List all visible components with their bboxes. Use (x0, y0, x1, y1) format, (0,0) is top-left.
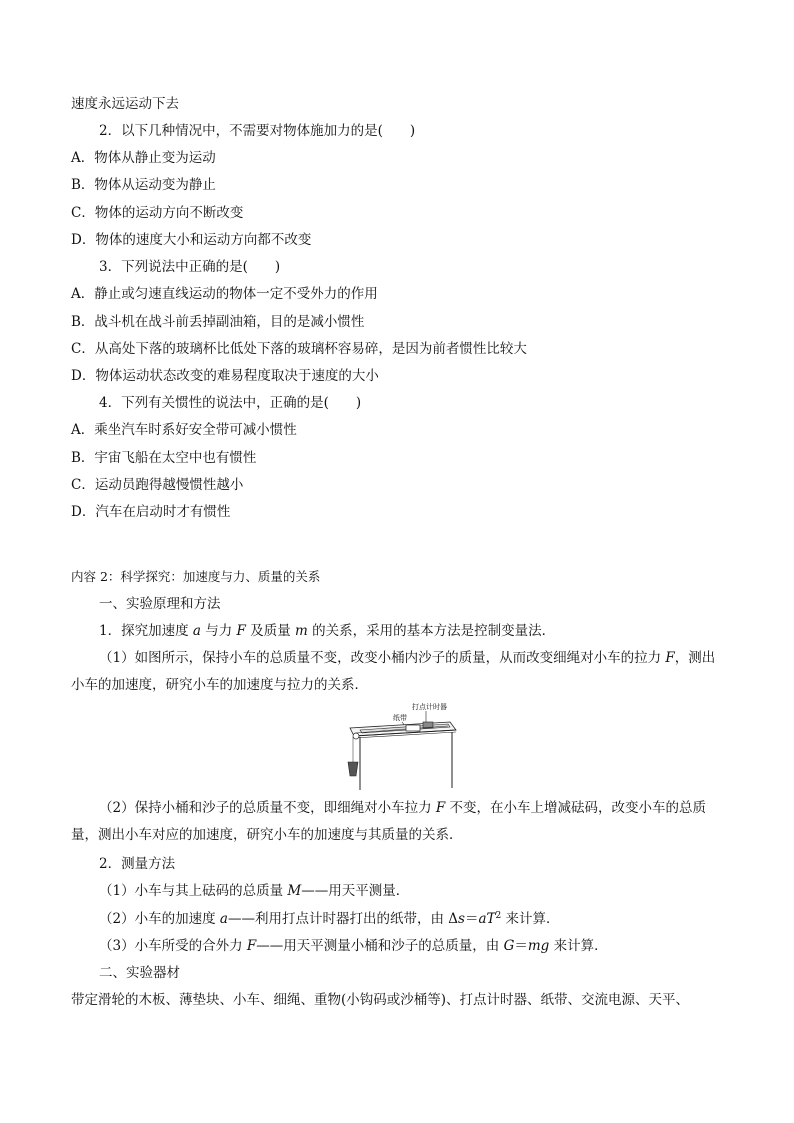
q4-option-b: B．宇宙飞船在太空中也有惯性 (71, 450, 257, 466)
tape-label: 纸带 (393, 714, 407, 722)
q2-stem: 2．以下几种情况中，不需要对物体施加力的是( ) (99, 123, 416, 139)
principle-1-1: （1）如图所示，保持小车的总质量不变，改变小桶内沙子的质量，从而改变细绳对小车的拉力 F，测出小车的加速度，研究小车的加速度与拉力的关系． (71, 650, 716, 693)
q2-option-d: D．物体的速度大小和运动方向都不改变 (71, 232, 312, 248)
materials-list: 带定滑轮的木板、薄垫块、小车、细绳、重物(小钩码或沙桶等)、打点计时器、纸带、交流电源、天平、 (71, 992, 690, 1008)
principle-1-2: （2）保持小桶和沙子的总质量不变，即细绳对小车拉力 F 不变，在小车上增减砝码，改变小车的总质量，测出小车对应的加速度，研究小车的加速度与其质量的关系． (71, 800, 707, 843)
q4-option-d: D．汽车在启动时才有惯性 (71, 504, 231, 520)
q1-tail: 速度永远运动下去 (71, 96, 179, 112)
q4-option-c: C．运动员跑得越慢惯性越小 (71, 477, 244, 493)
part2-title: 2．测量方法 (99, 856, 176, 872)
principle-1: 1．探究加速度 a 与力 F 及质量 m 的关系，采用的基本方法是控制变量法． (99, 623, 556, 639)
q4-option-a: A．乘坐汽车时系好安全带可减小惯性 (71, 422, 297, 438)
q2-option-a: A．物体从静止变为运动 (71, 150, 216, 166)
q2-option-b: B．物体从运动变为静止 (71, 177, 216, 193)
q3-option-d: D．物体运动状态改变的难易程度取决于速度的大小 (71, 368, 379, 384)
part3-title: 二、实验器材 (99, 965, 180, 981)
experiment-figure (330, 700, 460, 792)
q4-stem: 4．下列有关惯性的说法中，正确的是( ) (99, 395, 362, 411)
timer-label: 打点计时器 (412, 703, 447, 711)
measure-1: （1）小车与其上砝码的总质量 M——用天平测量． (99, 883, 410, 899)
q3-stem: 3．下列说法中正确的是( ) (99, 259, 281, 275)
q3-option-a: A．静止或匀速直线运动的物体一定不受外力的作用 (71, 286, 378, 302)
measure-3: （3）小车所受的合外力 F——用天平测量小桶和沙子的总质量，由 G＝mg 来计算． (99, 938, 608, 954)
q2-option-c: C．物体的运动方向不断改变 (71, 205, 244, 221)
cart-pulley-apparatus-diagram (330, 700, 460, 792)
part1-title: 一、实验原理和方法 (99, 596, 221, 612)
section2-title: 内容 2：科学探究：加速度与力、质量的关系 (71, 569, 321, 584)
q3-option-b: B．战斗机在战斗前丢掉副油箱，目的是减小惯性 (71, 314, 365, 330)
measure-2: （2）小车的加速度 a——利用打点计时器打出的纸带，由 $\Delta s=aT^2$ 来计算． (99, 911, 560, 927)
q3-option-c: C．从高处下落的玻璃杯比低处下落的玻璃杯容易碎，是因为前者惯性比较大 (71, 341, 527, 357)
